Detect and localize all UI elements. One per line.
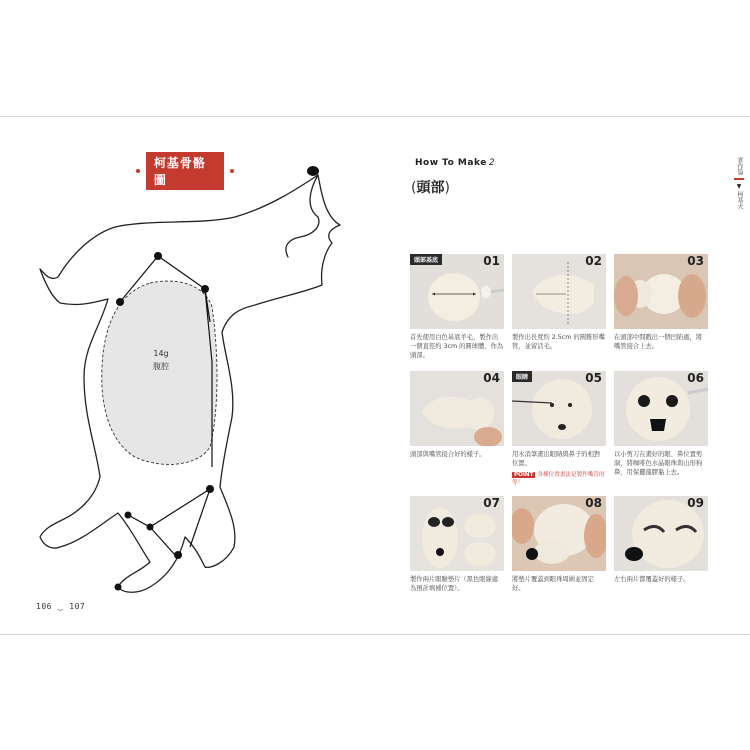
joint-dot — [125, 512, 132, 519]
page-folio — [36, 602, 85, 611]
step-number: 01 — [483, 254, 500, 268]
skeleton-title — [130, 156, 240, 187]
joint-dot — [154, 252, 162, 260]
step-number: 08 — [585, 496, 602, 510]
left-page — [0, 117, 375, 634]
joint-dot — [116, 298, 124, 306]
joint-dot — [174, 551, 182, 559]
step-number: 03 — [687, 254, 704, 268]
step-point-note — [512, 471, 606, 487]
section-paren-open: ( — [411, 180, 417, 196]
corgi-head — [286, 175, 319, 257]
book-spread — [0, 116, 750, 635]
how-to-number: 2 — [488, 158, 496, 168]
step-number: 04 — [483, 371, 500, 385]
step-number: 06 — [687, 371, 704, 385]
joint-dot — [147, 524, 154, 531]
step-caption: 左右兩片都覆蓋好的樣子。 — [614, 576, 690, 583]
step-number: 07 — [483, 496, 500, 510]
step-number: 05 — [585, 371, 602, 385]
joint-dot — [206, 485, 214, 493]
step-tag: 眼睛 — [512, 371, 532, 382]
step-caption: 製作出長度約 2.5cm 的圓錐形嘴管，並留活毛。 — [512, 334, 605, 350]
step-caption: 製作兩片眼瞼墊片（黑色眼線處為預計填補位置）。 — [410, 576, 499, 592]
how-to-text: How To Make — [415, 158, 487, 168]
step-tag: 頭部基底 — [410, 254, 442, 265]
joint-dot — [115, 584, 122, 591]
step-caption: 以小剪刀在畫好的眼、鼻位置剪洞，將咖啡色水晶眼珠與山形狗鼻，用保麗龍膠黏上去。 — [614, 451, 703, 476]
step-caption: 在頭部中間戳出一個凹陷處，將嘴管接合上去。 — [614, 334, 703, 350]
side-tab — [731, 157, 747, 209]
corgi-skeleton-diagram — [0, 117, 375, 634]
step-number: 02 — [585, 254, 602, 268]
step-caption: 用水消筆畫出眼睛與鼻子的相對位置。 — [512, 451, 601, 467]
cavity-label — [138, 347, 184, 373]
side-tab-line1: 實作篇 — [736, 157, 743, 175]
title-dot-left — [136, 169, 140, 173]
section-title: 頭部 — [416, 180, 445, 196]
joint-dot — [201, 285, 209, 293]
right-page — [375, 117, 750, 634]
point-text: 各種位置畫法是製作嘴管的等！ — [512, 472, 605, 486]
section-paren-close: ) — [444, 180, 450, 196]
step-caption: 首先使用白色基底羊毛，製作出一個直徑約 3cm 的圓球體，作為頭部。 — [410, 334, 504, 359]
side-tab-line2: 柯基犬 — [736, 191, 743, 209]
side-tab-triangle-icon: ▼ — [736, 183, 742, 190]
point-label: POINT — [514, 472, 534, 478]
title-dot-right — [230, 169, 234, 173]
cavity-weight: 14g — [153, 349, 169, 358]
how-to-heading — [415, 158, 495, 168]
step-caption: 將墊片覆蓋到眼珠周圍並固定好。 — [512, 576, 594, 592]
step-caption: 頭部與嘴管接合好的樣子。 — [410, 451, 486, 458]
corgi-nose — [307, 166, 319, 176]
side-tab-bar — [734, 178, 744, 180]
corgi-outline-back — [205, 175, 340, 567]
skeleton-title-text: 柯基骨骼圖 — [146, 152, 224, 190]
folio-divider: ‿ — [57, 602, 64, 611]
section-heading — [411, 177, 450, 197]
folio-left: 106 — [36, 602, 52, 611]
folio-right: 107 — [69, 602, 86, 611]
step-number: 09 — [687, 496, 704, 510]
cavity-name: 腹腔 — [153, 362, 169, 371]
